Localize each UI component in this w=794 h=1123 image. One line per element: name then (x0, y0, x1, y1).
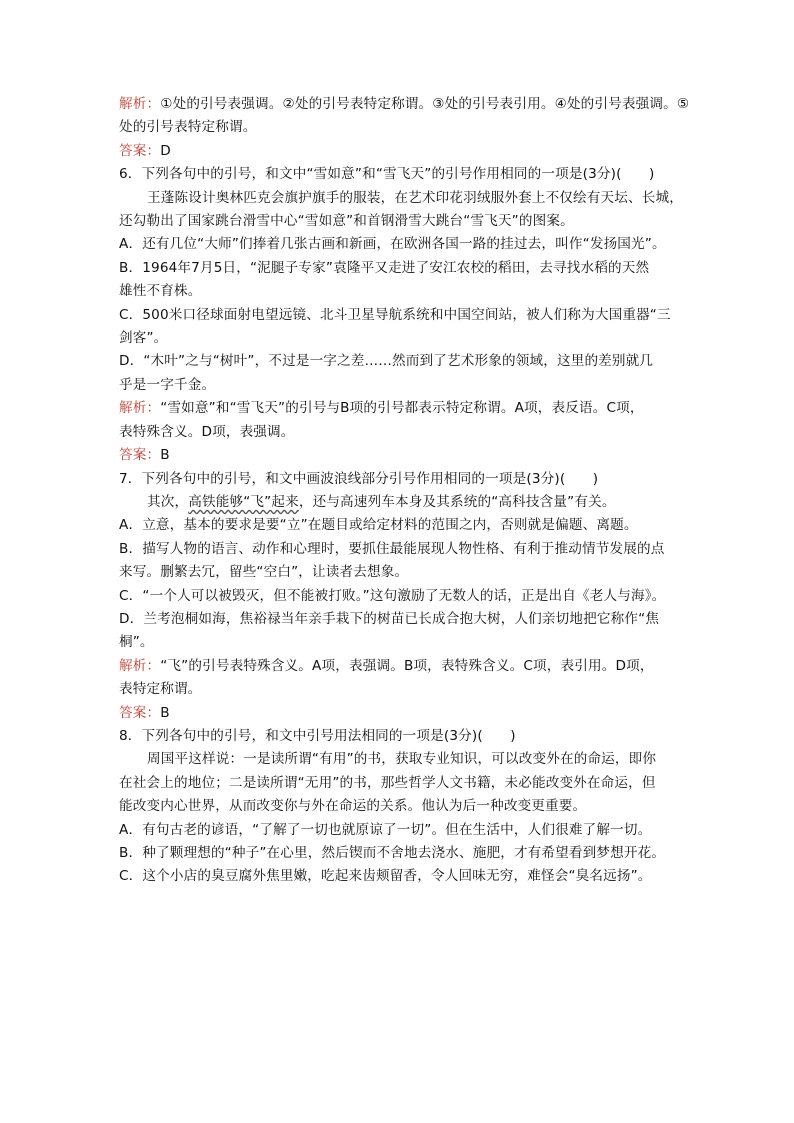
analysis-text: “飞”的引号表特殊含义。A项，表强调。B项，表特殊含义。C项，表引用。D项， (160, 657, 654, 674)
analysis-label: 解析： (119, 400, 161, 417)
option-c: 剑客”。 (119, 330, 168, 347)
option-b: B．描写人物的语言、动作和心理时，要抓住最能展现人物性格、有利于推动情节发展的点 (119, 540, 665, 557)
question-6-passage: 还勾勒出了国家跳台滑雪中心“雪如意”和首钢滑雪大跳台“雪飞天”的图案。 (119, 213, 574, 230)
question-7-passage (119, 491, 689, 514)
answer-value: B (160, 447, 170, 464)
analysis-line (119, 655, 689, 678)
option-d: D．“木叶”之与“树叶”，不过是一字之差……然而到了艺术形象的领域，这里的差别就几 (119, 353, 654, 370)
question-6-passage: 王蓬陈设计奥林匹克会旗护旗手的服装，在艺术印花羽绒服外套上不仅绘有天坛、长城， (147, 189, 684, 206)
analysis-label: 解析： (119, 657, 161, 674)
answer-value: B (160, 704, 170, 721)
question-6-stem: 6．下列各句中的引号，和文中“雪如意”和“雪飞天”的引号作用相同的一项是(3分)( ) (119, 166, 655, 183)
answer-line (119, 702, 689, 725)
analysis-line (119, 397, 689, 420)
analysis-text: 处的引号表特定称谓。 (119, 119, 257, 136)
analysis-text: 表特定称谓。 (119, 681, 202, 698)
answer-value: D (160, 142, 171, 159)
option-a: A．立意，基本的要求是要“立”在题目或给定材料的范围之内，否则就是偏题、离题。 (119, 517, 638, 534)
passage-text: 其次， (147, 493, 189, 510)
option-b: 雄性不育株。 (119, 283, 202, 300)
question-8-stem: 8．下列各句中的引号，和文中引号用法相同的一项是(3分)( ) (119, 727, 516, 744)
option-b: B．1964年7月5日，“泥腿子专家”袁隆平又走进了安江农校的稻田，去寻找水稻的天然 (119, 259, 650, 276)
option-d: 桐”。 (119, 634, 154, 651)
option-b: 来写。删繁去冗，留些“空白”，让读者去想象。 (119, 564, 409, 581)
analysis-text: ①处的引号表强调。②处的引号表特定称谓。③处的引号表引用。④处的引号表强调。⑤ (160, 96, 690, 112)
answer-label: 答案： (119, 447, 161, 464)
wavy-underlined-text: 高铁能够“飞”起来 (188, 493, 299, 510)
analysis-line (119, 93, 689, 116)
question-7-stem: 7．下列各句中的引号，和文中画波浪线部分引号作用相同的一项是(3分)( ) (119, 470, 599, 487)
analysis-label: 解析： (119, 96, 161, 112)
option-c: C．500米口径球面射电望远镜、北斗卫星导航系统和中国空间站，被人们称为大国重器“三 (119, 306, 671, 323)
option-a: A．还有几位“大师”们捧着几张古画和新画，在欧洲各国一路的挂过去，叫作“发扬国光”。 (119, 236, 666, 253)
question-8-passage: 能改变内心世界，从而改变你与外在命运的关系。他认为后一种改变更重要。 (119, 798, 587, 815)
question-8-passage: 在社会上的地位；二是读所谓“无用”的书，那些哲学人文书籍，未必能改变外在命运，但 (119, 774, 656, 791)
option-b: B．种了颗理想的“种子”在心里，然后锲而不舍地去浇水、施肥，才有希望看到梦想开花。 (119, 845, 666, 861)
option-c: C．这个小店的臭豆腐外焦里嫩，吃起来齿颊留香，令人回味无穷，难怪会“臭名远扬”。 (119, 868, 652, 885)
passage-text: ，还与高速列车本身及其系统的“高科技含量”有关。 (298, 493, 616, 510)
question-8-passage: 周国平这样说：一是读所谓“有用”的书，获取专业知识，可以改变外在的命运，即你 (147, 751, 657, 768)
answer-label: 答案： (119, 704, 161, 721)
document-page (119, 93, 689, 889)
answer-line (119, 140, 689, 163)
option-c: C．“一个人可以被毁灭，但不能被打败。”这句激励了无数人的话，正是出自《老人与海》。 (119, 587, 666, 604)
answer-label: 答案： (119, 142, 161, 159)
option-a: A．有句古老的谚语，“了解了一切也就原谅了一切”。但在生活中，人们很难了解一切。 (119, 821, 652, 838)
analysis-text: 表特殊含义。D项，表强调。 (119, 423, 295, 440)
answer-line (119, 444, 689, 467)
analysis-text: “雪如意”和“雪飞天”的引号与B项的引号都表示特定称谓。A项，表反语。C项， (160, 400, 644, 417)
option-d: 乎是一字千金。 (119, 376, 216, 393)
option-d: D．兰考泡桐如海，焦裕禄当年亲手栽下的树苗已长成合抱大树，人们亲切地把它称作“焦 (119, 610, 660, 627)
